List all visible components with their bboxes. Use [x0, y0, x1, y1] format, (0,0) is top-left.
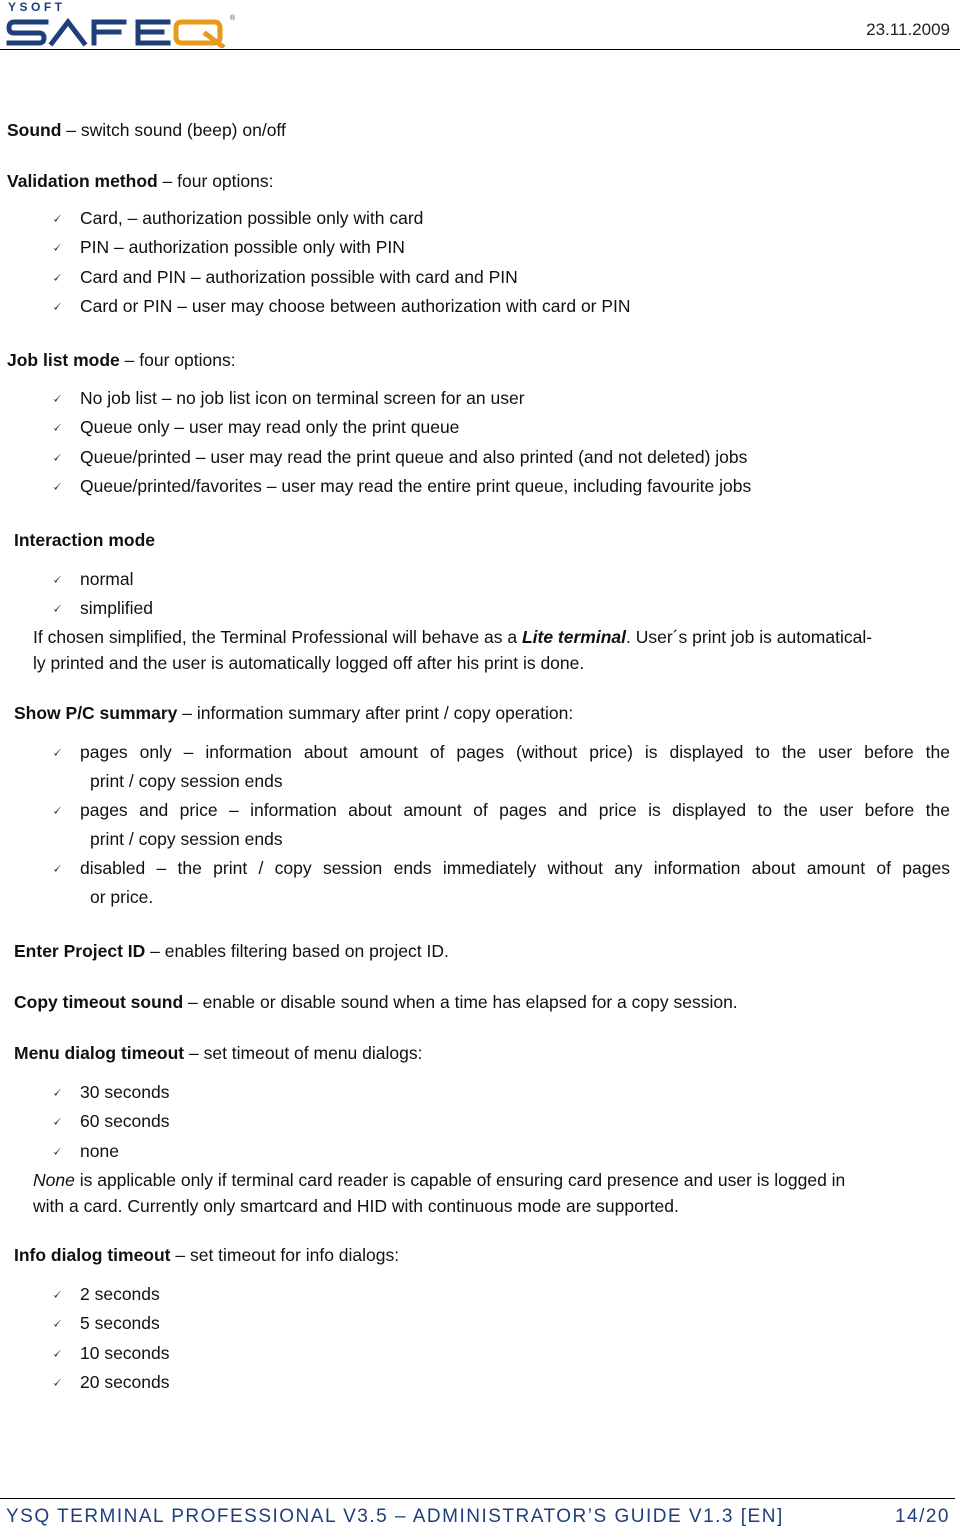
check-icon: 🗸: [52, 1113, 62, 1130]
check-icon: 🗸: [52, 477, 62, 494]
header-date: 23.11.2009: [866, 20, 950, 39]
infotimeout-desc: – set timeout for info dialogs:: [170, 1245, 400, 1265]
list-item: 🗸 disabled – the print / copy session ends immediately without any information about amount of pages or price.: [52, 854, 950, 912]
validation-paragraph: [7, 171, 274, 192]
check-icon: 🗸: [52, 1315, 62, 1332]
footer-title: YSQ TERMINAL PROFESSIONAL V3.5 – ADMINISTRATOR’S GUIDE V1.3 [EN]: [6, 1506, 784, 1527]
page-header: [0, 0, 960, 50]
joblist-desc: – four options:: [119, 350, 236, 370]
check-icon: 🗸: [52, 1344, 62, 1361]
joblist-term: Job list mode: [7, 350, 120, 370]
summary-list: [52, 738, 950, 912]
menutimeout-term: Menu dialog timeout: [14, 1043, 185, 1063]
page-footer: [6, 1506, 950, 1528]
summary-desc: – information summary after print / copy operation:: [177, 703, 574, 723]
list-item: 🗸 Queue/printed – user may read the print queue and also printed (and not deleted) jobs: [52, 443, 952, 472]
list-item: 🗸 60 seconds: [52, 1107, 952, 1136]
check-icon: 🗸: [52, 419, 62, 436]
copysound-desc: – enable or disable sound when a time has elapsed for a copy session.: [183, 992, 738, 1012]
interaction-paragraph: [14, 530, 155, 551]
summary-paragraph: [14, 703, 573, 724]
validation-desc: – four options:: [157, 171, 274, 191]
lite-terminal-emphasis: Lite terminal: [521, 627, 627, 647]
none-emphasis: None: [33, 1170, 75, 1190]
copysound-paragraph: [14, 992, 738, 1013]
copysound-term: Copy timeout sound: [14, 992, 184, 1012]
check-icon: 🗸: [52, 860, 62, 876]
logo-top-text: YSOFT: [8, 0, 66, 14]
list-item: 🗸 2 seconds: [52, 1280, 952, 1309]
list-item: 🗸 Card, – authorization possible only with card: [52, 204, 952, 233]
list-item: 🗸 PIN – authorization possible only with PIN: [52, 233, 952, 262]
menutimeout-paragraph: [14, 1043, 422, 1064]
sound-term: Sound: [7, 120, 62, 140]
infotimeout-paragraph: [14, 1245, 399, 1266]
check-icon: 🗸: [52, 390, 62, 406]
check-icon: 🗸: [52, 210, 62, 226]
check-icon: 🗸: [52, 268, 62, 285]
check-icon: 🗸: [52, 297, 62, 314]
check-icon: 🗸: [52, 1142, 62, 1159]
validation-term: Validation method: [7, 171, 158, 191]
list-item: 🗸 20 seconds: [52, 1368, 952, 1397]
sound-desc: – switch sound (beep) on/off: [61, 120, 286, 140]
list-item: 🗸 normal: [52, 565, 952, 594]
project-desc: – enables filtering based on project ID.: [145, 941, 449, 961]
page-number: 14/20: [894, 1506, 950, 1527]
footer-rule: [0, 1498, 955, 1499]
list-item: 🗸 pages only – information about amount of pages (without price) is displayed to the user before the print / copy session ends: [52, 738, 950, 796]
list-item: 🗸 simplified: [52, 594, 952, 623]
check-icon: 🗸: [52, 744, 62, 760]
sound-paragraph: [7, 120, 286, 141]
check-icon: 🗸: [52, 802, 62, 818]
summary-term: Show P/C summary: [14, 703, 178, 723]
menutimeout-list: [52, 1078, 952, 1166]
project-term: Enter Project ID: [14, 941, 146, 961]
list-item: 🗸 10 seconds: [52, 1339, 952, 1368]
check-icon: 🗸: [52, 1084, 62, 1100]
list-item: 🗸 30 seconds: [52, 1078, 952, 1107]
check-icon: 🗸: [52, 239, 62, 256]
list-item: 🗸 Card or PIN – user may choose between authorization with card or PIN: [52, 292, 952, 321]
menutimeout-desc: – set timeout of menu dialogs:: [184, 1043, 423, 1063]
list-item: 🗸 5 seconds: [52, 1309, 952, 1338]
joblist-paragraph: [7, 350, 236, 371]
ysoft-safeq-logo: [6, 0, 246, 48]
header-rule: [0, 49, 960, 50]
interaction-term: Interaction mode: [14, 530, 155, 550]
interaction-list: [52, 565, 952, 624]
check-icon: 🗸: [52, 1286, 62, 1302]
project-paragraph: [14, 941, 449, 962]
infotimeout-list: [52, 1280, 952, 1397]
list-item: 🗸 Queue only – user may read only the print queue: [52, 413, 952, 442]
validation-list: [52, 204, 952, 321]
list-item: 🗸 none: [52, 1137, 952, 1166]
check-icon: 🗸: [52, 1373, 62, 1390]
list-item: 🗸 Queue/printed/favorites – user may read the entire print queue, including favourite jobs: [52, 472, 952, 501]
check-icon: 🗸: [52, 571, 62, 587]
list-item: 🗸 pages and price – information about amount of pages and price is displayed to the user before the print / copy session ends: [52, 796, 950, 854]
check-icon: 🗸: [52, 448, 62, 465]
list-item: 🗸 Card and PIN – authorization possible with card and PIN: [52, 263, 952, 292]
logo-registered-mark: ®: [230, 15, 236, 22]
infotimeout-term: Info dialog timeout: [14, 1245, 171, 1265]
interaction-note: If chosen simplified, the Terminal Professional will behave as a Lite terminal. User´s print job is automatical- ly printed and the user is automatically logged off after his print is done.: [33, 627, 873, 673]
menutimeout-note: None is applicable only if terminal card reader is capable of ensuring card presence and user is logged in with a card. Currently only smartcard and HID with continuous mode are supported.: [33, 1170, 846, 1216]
check-icon: 🗸: [52, 600, 62, 617]
list-item: 🗸 No job list – no job list icon on terminal screen for an user: [52, 384, 952, 413]
joblist-list: [52, 384, 952, 501]
